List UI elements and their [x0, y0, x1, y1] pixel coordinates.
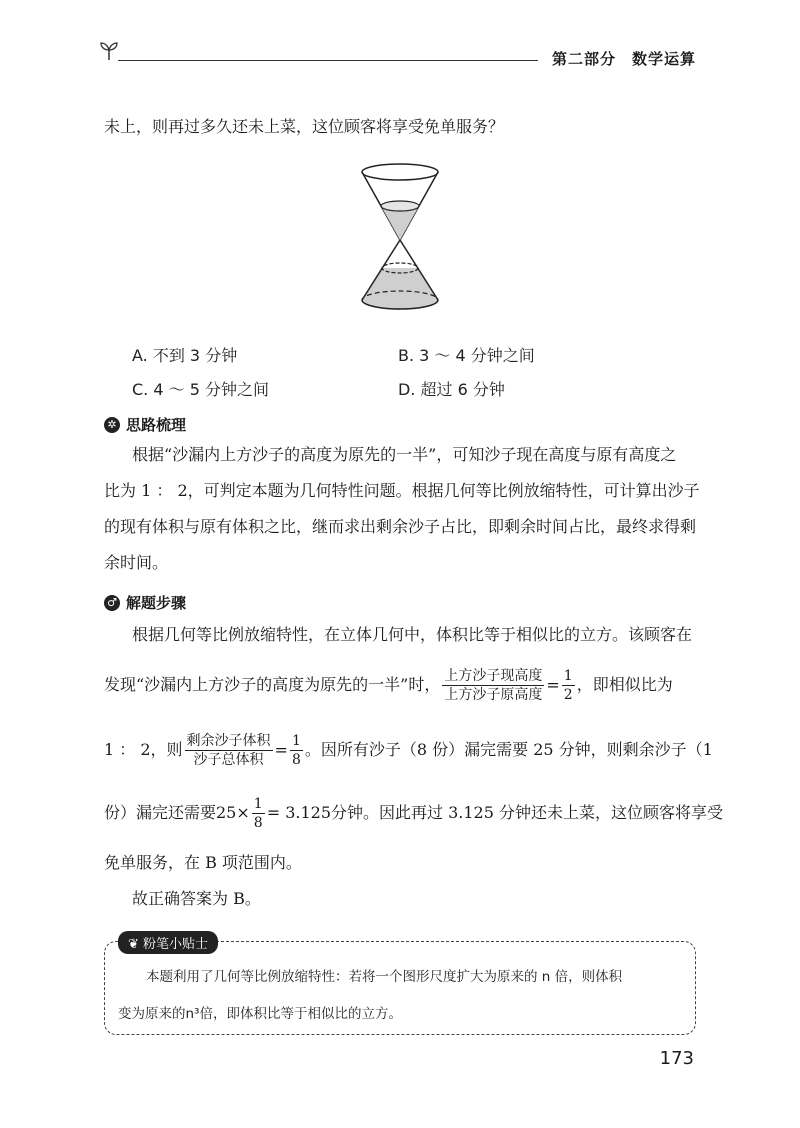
text-span: = 3.125分钟。因此再过 3.125 分钟还未上菜，这位顾客将享受	[266, 803, 723, 822]
section-thinking-title: 思路梳理	[126, 416, 187, 434]
fraction-half	[562, 667, 575, 704]
fraction-denominator: 8	[253, 815, 263, 831]
paragraph-line: 的现有体积与原有体积之比，继而求出剩余沙子占比，即剩余时间占比，最终求得剩	[104, 517, 697, 536]
fraction-numerator: 1	[291, 733, 301, 749]
fraction-numerator: 上方沙子现高度	[444, 668, 543, 684]
fraction-eighth	[290, 732, 303, 769]
tip-line: 变为原来的n³倍，即体积比等于相似比的立方。	[118, 1006, 402, 1022]
tip-label-text: 粉笔小贴士	[143, 937, 209, 952]
paragraph-line: 免单服务，在 B 项范围内。	[104, 853, 302, 872]
fraction-denominator: 上方沙子原高度	[444, 687, 543, 703]
section-thinking-heading	[104, 414, 186, 435]
fraction-eighth	[252, 795, 265, 832]
section-steps-title: 解题步骤	[126, 594, 187, 612]
text-span: 1 ： 2，则	[104, 740, 183, 759]
gear-icon: ✲	[104, 417, 120, 433]
option-a: A. 不到 3 分钟	[132, 346, 238, 365]
formula-line-2	[104, 730, 713, 771]
tip-line: 本题利用了几何等比例放缩特性：若将一个图形尺度扩大为原来的 n 倍，则体积	[146, 969, 623, 985]
option-b: B. 3 ～ 4 分钟之间	[398, 346, 535, 365]
fraction-denominator: 2	[563, 687, 573, 703]
fraction-volume	[185, 732, 273, 769]
question-text: 未上，则再过多久还未上菜，这位顾客将享受免单服务？	[104, 117, 505, 136]
formula-line-1	[104, 665, 673, 706]
equals-sign: =	[274, 740, 288, 760]
sprout-icon: ❦	[128, 937, 144, 952]
text-span: ，即相似比为	[576, 675, 673, 694]
formula-line-3	[104, 793, 723, 833]
hourglass-figure	[350, 160, 450, 320]
fraction-numerator: 1	[253, 796, 263, 812]
tip-label	[118, 931, 218, 954]
fraction-numerator: 剩余沙子体积	[186, 733, 271, 749]
equals-sign: =	[546, 675, 560, 695]
fraction-denominator: 沙子总体积	[193, 752, 264, 768]
paragraph-line: 比为 1 ： 2，可判定本题为几何特性问题。根据几何等比例放缩特性，可计算出沙子	[104, 481, 700, 500]
fraction-height	[442, 667, 544, 704]
sprout-icon	[98, 40, 120, 62]
fraction-denominator: 8	[291, 752, 301, 768]
fraction-numerator: 1	[563, 668, 573, 684]
text-span: 发现“沙漏内上方沙子的高度为原先的一半”时，	[104, 675, 441, 694]
steps-icon: ♂	[104, 595, 120, 611]
answer-line: 故正确答案为 B。	[132, 889, 261, 908]
option-d: D. 超过 6 分钟	[398, 380, 505, 399]
paragraph-line: 根据几何等比例放缩特性，在立体几何中，体积比等于相似比的立方。该顾客在	[132, 625, 693, 644]
paragraph-line: 根据“沙漏内上方沙子的高度为原先的一半”，可知沙子现在高度与原有高度之	[132, 445, 677, 464]
header-title: 第二部分 数学运算	[551, 50, 696, 68]
option-c: C. 4 ～ 5 分钟之间	[132, 380, 269, 399]
page-number: 173	[659, 1048, 694, 1069]
section-steps-heading	[104, 592, 186, 613]
text-span: 。因所有沙子（8 份）漏完需要 25 分钟，则剩余沙子（1	[304, 740, 713, 759]
text-span: 份）漏完还需要25×	[104, 803, 250, 822]
paragraph-line: 余时间。	[104, 553, 169, 572]
header-rule	[118, 60, 538, 61]
